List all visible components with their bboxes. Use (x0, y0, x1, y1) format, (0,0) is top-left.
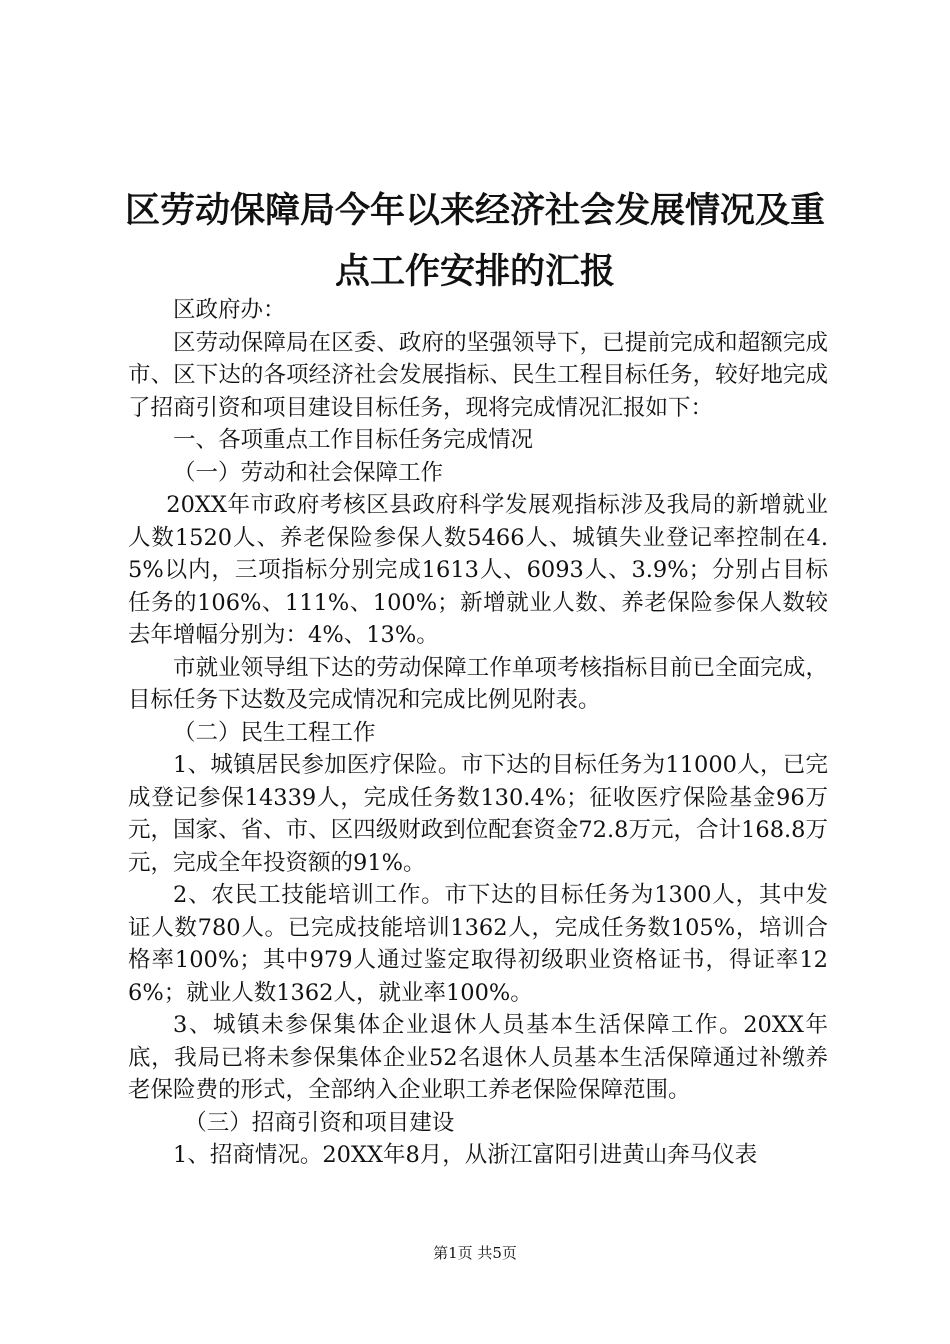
page-footer: 第1页 共5页 (433, 1244, 517, 1262)
document-body (128, 294, 828, 1172)
paragraph-skills-training: 2、农民工技能培训工作。市下达的目标任务为1300人，其中发证人数780人。已完成技能培训1362人，完成任务数105%，培训合格率100%；其中979人通过鉴定取得初级职业资格证书，得证率126%；就业人数1362人，就业率100%。 (128, 882, 828, 1006)
intro-paragraph: 区劳动保障局在区委、政府的坚强领导下，已提前完成和超额完成市、区下达的各项经济社会发展指标、民生工程目标任务，较好地完成了招商引资和项目建设目标任务，现将完成情况汇报如下： (128, 329, 828, 421)
paragraph-assessment: 市就业领导组下达的劳动保障工作单项考核指标目前已全面完成，目标任务下达数及完成情况和完成比例见附表。 (128, 654, 828, 713)
document-title-line-1: 区劳动保障局今年以来经济社会发展情况及重 (124, 190, 825, 231)
paragraph-retiree-security: 3、城镇未参保集体企业退休人员基本生活保障工作。20XX年底，我局已将未参保集体企业52名退休人员基本生活保障通过补缴养老保险费的形式，全部纳入企业职工养老保险保障范围。 (128, 1012, 828, 1103)
subsection-heading-2: （二）民生工程工作 (173, 719, 376, 746)
section-heading-1: 一、各项重点工作目标任务完成情况 (173, 427, 534, 453)
document-title-line-2: 点工作安排的汇报 (334, 251, 615, 292)
paragraph-investment: 1、招商情况。20XX年8月，从浙江富阳引进黄山奔马仪表 (173, 1142, 758, 1168)
subsection-heading-3: （三）招商引资和项目建设 (184, 1109, 455, 1136)
paragraph-indicators: 20XX年市政府考核区县政府科学发展观指标涉及我局的新增就业人数1520人、养老保险参保人数5466人、城镇失业登记率控制在4.5%以内，三项指标分别完成1613人、6093人、3.9%；分别占目标任务的106%、111%、100%；新增就业人数、养老保险参保人数较去年增幅分别为：4%、13%。 (128, 492, 828, 648)
subsection-heading-1: （一）劳动和社会保障工作 (173, 459, 444, 486)
paragraph-medical-insurance: 1、城镇居民参加医疗保险。市下达的目标任务为11000人，已完成登记参保14339人，完成任务数130.4%；征收医疗保险基金96万元，国家、省、市、区四级财政到位配套资金72.8万元，合计168.8万元，完成全年投资额的91%。 (128, 752, 828, 876)
salutation: 区政府办： (173, 297, 286, 323)
